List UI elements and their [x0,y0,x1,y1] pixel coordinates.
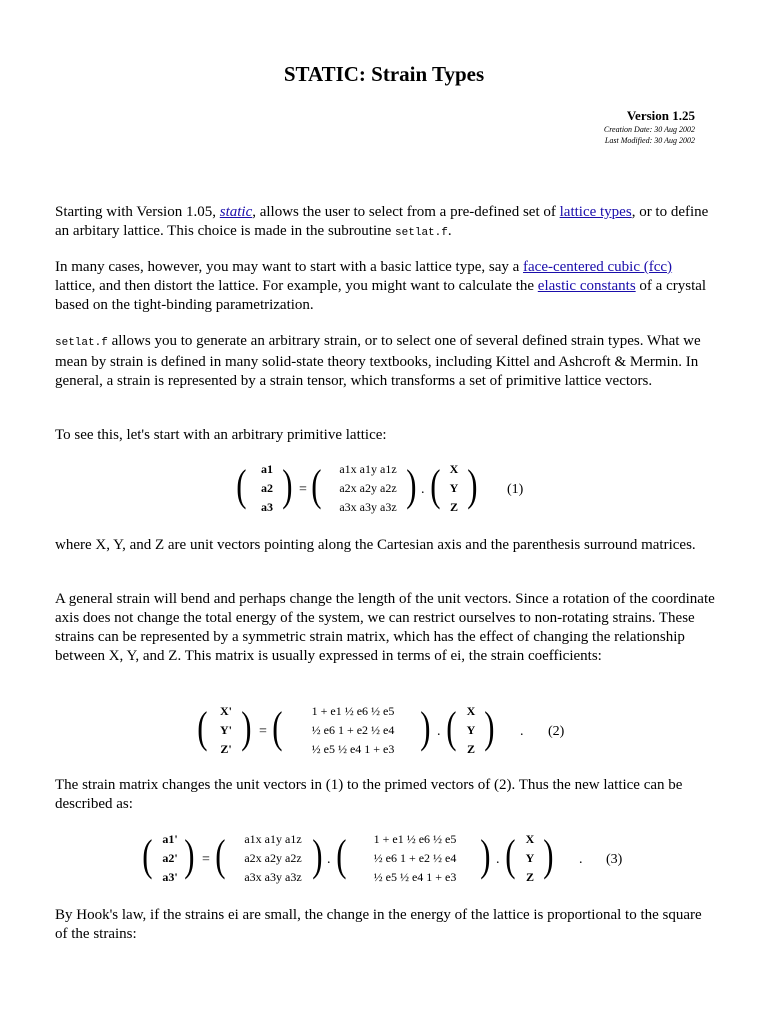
equation-number: (2) [548,724,565,739]
paren-left: ( [272,703,283,752]
setlat-code: setlat.f [395,227,448,239]
creation-date: Creation Date: 30 Aug 2002 [603,125,695,134]
paren-left: ( [236,461,247,510]
eq3-strain-matrix: 1 + e1 ½ e6 ½ e5 ½ e6 1 + e2 ½ e4 ½ e5 ½ e4 1 + e3 [373,832,457,884]
equation-1 [0,460,768,520]
para1-text-1: Starting with Version 1.05, [55,204,220,220]
paren-left: ( [336,831,347,880]
paren-right: ) [184,831,195,880]
paren-left: ( [311,461,322,510]
setlat-code-2: setlat.f [55,337,108,349]
paragraph-hooks-law: By Hook's law, if the strains ei are small, the change in the energy of the lattice is proportional to the square of the strains: [55,907,702,942]
paragraph-lattice: To see this, let's start with an arbitrary primitive lattice: [55,427,387,443]
paren-right: ) [241,703,252,752]
para3-text: allows you to generate an arbitrary strain, or to select one of several defined strain types. What we mean by strain is defined in many solid-state theory textbooks, including Kittel and Ashcroft & Mermin. In general, a strain is represented by a strain tensor, which transforms a set of primitive lattice vectors. [55,333,701,389]
eq3-rhs-vector: X Y Z [525,832,535,884]
paragraph-fcc [55,258,715,315]
paren-left: ( [505,831,516,880]
version-label: Version 1.25 [626,108,695,123]
version-block [604,108,695,146]
dot-operator: . [437,724,441,739]
paren-left: ( [197,703,208,752]
paragraph-primed-vectors: The strain matrix changes the unit vectors in (1) to the primed vectors of (2). Thus the new lattice can be described as: [55,777,683,812]
equals-sign: = [259,724,267,739]
eq2-rhs-vector: X Y Z [466,704,476,756]
equation-2 [0,702,768,762]
dot-operator: . [421,482,425,497]
paren-right: ) [484,703,495,752]
para1-text-2: , allows the user to select from a pre-defined set of [252,204,560,220]
equation-3 [0,830,768,890]
paragraph-unit-vectors: where X, Y, and Z are unit vectors pointing along the Cartesian axis and the parenthesis surround matrices. [55,537,696,553]
paren-right: ) [543,831,554,880]
equation-number: (1) [507,482,524,497]
equation-number: (3) [606,852,623,867]
para1-text-4: . [447,223,452,239]
dot-operator: . [327,852,331,867]
equals-sign: = [202,852,210,867]
eq1-lhs-vector: a1 a2 a3 [261,462,273,514]
trailing-dot: . [579,852,583,867]
paren-right: ) [312,831,323,880]
para2-text-2: lattice, and then distort the lattice. For example, you might want to calculate the [55,278,538,294]
paren-left: ( [215,831,226,880]
paren-left: ( [430,461,441,510]
paren-right: ) [480,831,491,880]
para1-text-3: , or to define an arbitary lattice. This choice is made in the subroutine [55,204,709,239]
eq2-lhs-vector: X' Y' Z' [220,704,232,756]
paren-left: ( [446,703,457,752]
para2-text-1: In many cases, however, you may want to start with a basic lattice type, say a [55,259,524,275]
equals-sign: = [299,482,307,497]
eq3-lattice-matrix: a1x a1y a1z a2x a2y a2z a3x a3y a3z [244,832,302,884]
page-title: STATIC: Strain Types [283,62,485,86]
lattice-types-link[interactable]: lattice types [559,204,632,220]
paragraph-general-strain: A general strain will bend and perhaps change the length of the unit vectors. Since a rotation of the coordinate axis does not change the total energy of the system, we can restrict ourselves to non-rotating strains. These strains can be represented by a symmetric strain matrix, which has the effect of changing the relationship between X, Y, and Z. This matrix is usually expressed in terms of ei, the strain coefficients: [55,591,715,664]
paren-right: ) [467,461,478,510]
dot-operator: . [496,852,500,867]
eq1-lattice-matrix: a1x a1y a1z a2x a2y a2z a3x a3y a3z [339,462,397,514]
paren-left: ( [142,831,153,880]
eq2-strain-matrix: 1 + e1 ½ e6 ½ e5 ½ e6 1 + e2 ½ e4 ½ e5 ½ e4 1 + e3 [311,704,395,756]
paragraph-intro [55,203,715,243]
eq1-rhs-vector: X Y Z [449,462,459,514]
eq3-lhs-vector: a1' a2' a3' [162,832,178,884]
paren-right: ) [282,461,293,510]
fcc-link[interactable]: face-centered cubic (fcc) [523,259,673,275]
last-modified: Last Modified: 30 Aug 2002 [604,136,695,145]
trailing-dot: . [520,724,524,739]
paren-right: ) [406,461,417,510]
static-link[interactable]: static [219,204,253,220]
elastic-constants-link[interactable]: elastic constants [537,278,636,294]
paragraph-strain [55,332,715,391]
paren-right: ) [420,703,431,752]
para2-text-3: of a crystal based on the tight-binding parametrization. [55,278,707,313]
